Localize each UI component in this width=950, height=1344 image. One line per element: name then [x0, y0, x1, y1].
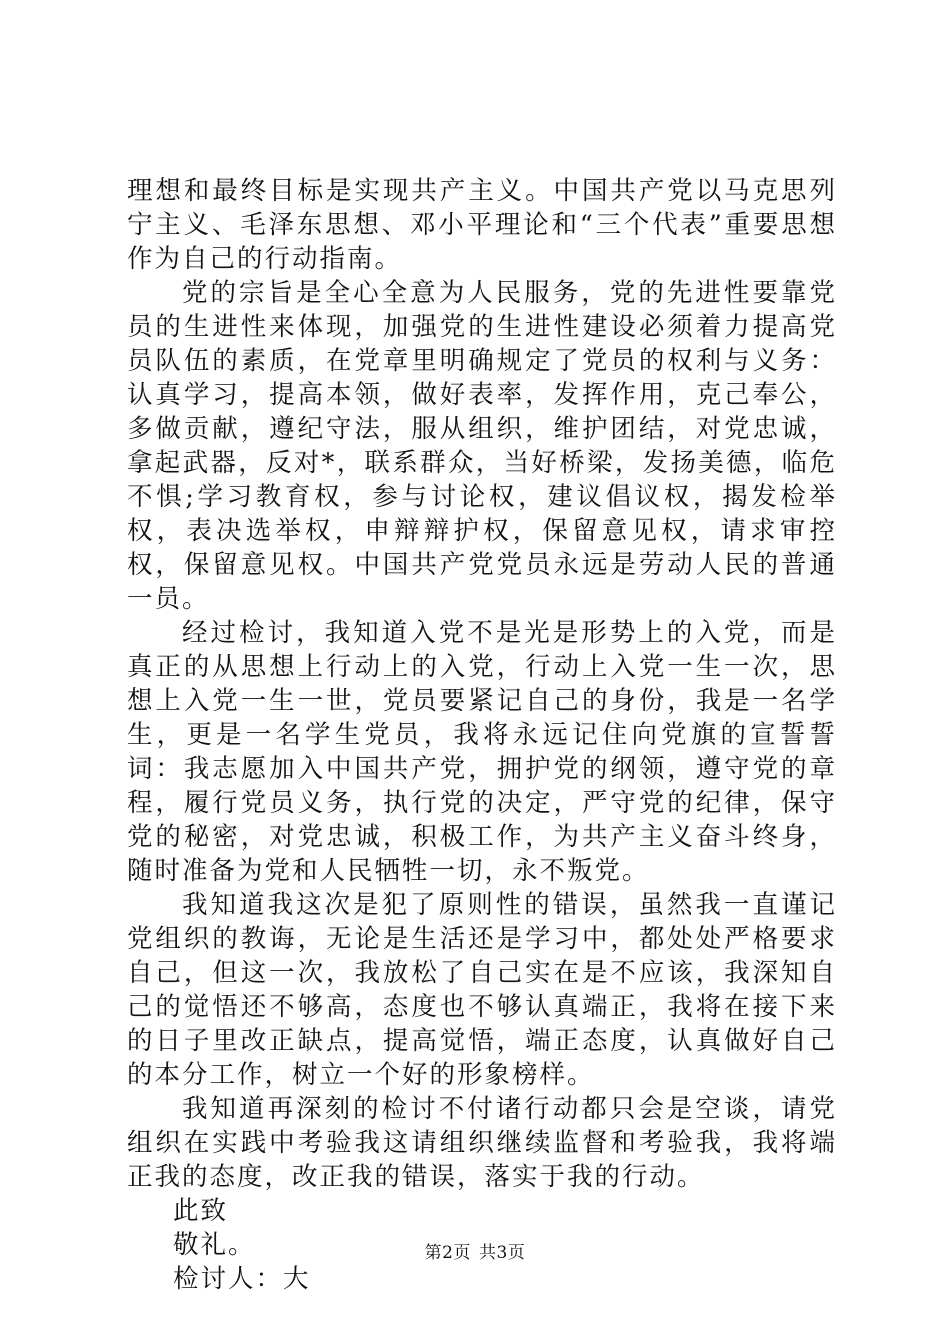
- closing-regards: 敬礼。: [173, 1230, 256, 1260]
- page-number-current: 第2页: [424, 1243, 471, 1263]
- paragraph-mistake: 我知道我这次是犯了原则性的错误，虽然我一直谨记党组织的教诲，无论是生活还是学习中，都处处严格要求自己，但这一次，我放松了自己实在是不应该，我深知自己的觉悟还不够高，态度也不够认真端正，我将在接下来的日子里改正缺点，提高觉悟，端正态度，认真做好自己的本分工作，树立一个好的形象榜样。: [127, 890, 837, 1090]
- paragraph-action: 我知道再深刻的检讨不付诸行动都只会是空谈，请党组织在实践中考验我这请组织继续监督和考验我，我将端正我的态度，改正我的错误，落实于我的行动。: [127, 1094, 837, 1192]
- closing-salutation: 此致: [173, 1196, 229, 1226]
- closing-signature: 检讨人：大: [173, 1264, 311, 1294]
- page-number-total: 共3页: [479, 1243, 526, 1263]
- page-footer: [0, 1238, 950, 1263]
- paragraph-continued: 理想和最终目标是实现共产主义。中国共产党以马克思列宁主义、毛泽东思想、邓小平理论和“三个代表”重要思想作为自己的行动指南。: [127, 176, 837, 274]
- paragraph-self-review: 经过检讨，我知道入党不是光是形势上的入党，而是真正的从思想上行动上的入党，行动上入党一生一次，思想上入党一生一世，党员要紧记自己的身份，我是一名学生，更是一名学生党员，我将永远记住向党旗的宣誓誓词：我志愿加入中国共产党，拥护党的纲领，遵守党的章程，履行党员义务，执行党的决定，严守党的纪律，保守党的秘密，对党忠诚，积极工作，为共产主义奋斗终身，随时准备为党和人民牺牲一切，永不叛党。: [127, 618, 837, 886]
- paragraph-party-purpose: 党的宗旨是全心全意为人民服务，党的先进性要靠党员的生进性来体现，加强党的生进性建设必须着力提高党员队伍的素质，在党章里明确规定了党员的权利与义务：认真学习，提高本领，做好表率，发挥作用，克己奉公，多做贡献，遵纪守法，服从组织，维护团结，对党忠诚，拿起武器，反对*，联系群众，当好桥梁，发扬美德，临危不惧;学习教育权，参与讨论权，建议倡议权，揭发检举权，表决选举权，申辩辩护权，保留意见权，请求审控权，保留意见权。中国共产党党员永远是劳动人民的普通一员。: [127, 278, 837, 614]
- document-body: [127, 174, 837, 1296]
